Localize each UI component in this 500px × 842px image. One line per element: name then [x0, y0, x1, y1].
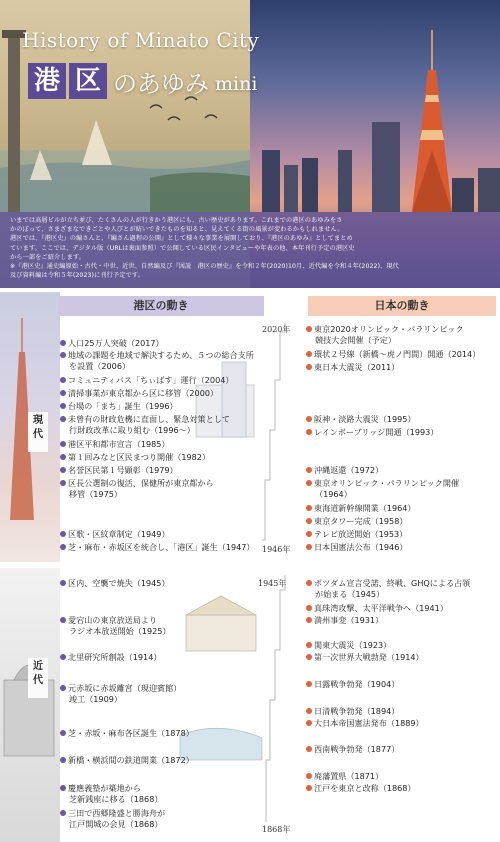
timeline-dot — [60, 785, 66, 791]
japan-event: 東京タワー完成（1958） — [306, 516, 407, 527]
timeline-dot — [306, 505, 312, 511]
timeline-dot — [60, 441, 66, 447]
minato-event: 芝・麻布・赤坂区を統合し、「港区」誕生（1947） — [60, 542, 255, 553]
timeline-dot — [60, 730, 66, 736]
minato-event: 港区平和都市宣言（1985） — [60, 439, 170, 450]
timeline-dot — [306, 785, 312, 791]
japan-event: 日清戦争勃発（1894） — [306, 706, 399, 717]
japan-event: ポツダム宣言受諾、終戦、GHQによる占領 が始まる（1945） — [306, 578, 470, 601]
timeline-dot — [60, 531, 66, 537]
japan-event: 東日本大震災（2011） — [306, 362, 399, 373]
timeline-dot — [306, 531, 312, 537]
minato-event: 未曾有の財政危機に直面し、緊急対策として 行財政改革に取り組む（1996～） — [60, 414, 230, 437]
timeline-dot — [306, 326, 312, 332]
timeline-dot — [60, 544, 66, 550]
japan-event: 環状２号線（新橋～虎ノ門間）開通（2014） — [306, 349, 480, 360]
timeline-dot — [306, 708, 312, 714]
timeline-dot — [306, 544, 312, 550]
minato-event: 区歌・区紋章制定（1949） — [60, 529, 170, 540]
japan-event: 西南戦争勃発（1877） — [306, 744, 399, 755]
intro-line: ※『港区史』通史編原始・古代・中世、近世、自然編及び『図説 港区の歴史』を令和２年(2020)10月、近代編を令和４年(2022)、現代 — [10, 263, 399, 271]
intro-line: 港区では、『港区史』の編さんと、『編さん過程の公開』として様々な事業を展開しており、『港区のあゆみ』としてまとめ — [10, 235, 353, 243]
column-header-minato: 港区の動き — [58, 296, 264, 316]
timeline-dot — [60, 352, 66, 358]
minato-event: 台場の「まち」誕生（1996） — [60, 401, 178, 412]
minato-event: 名誉区民第１号顕彰（1979） — [60, 465, 178, 476]
japan-event: 阪神・淡路大震災（1995） — [306, 414, 416, 425]
japan-event: 満州事変（1931） — [306, 615, 383, 626]
timeline-dot — [60, 654, 66, 660]
timeline-dot — [306, 429, 312, 435]
timeline-dot — [60, 757, 66, 763]
timeline-dot — [60, 480, 66, 486]
japan-event: 東京オリンピック・パラリンピック開催 （1964） — [306, 478, 459, 501]
japan-event: 日本国憲法公布（1946） — [306, 542, 407, 553]
minato-event: 人口25万人突破（2017） — [60, 338, 164, 349]
timeline-dot — [306, 642, 312, 648]
timeline-dot — [306, 773, 312, 779]
intro-line: いまでは高層ビルが立ち並び、たくさんの人が行きかう港区にも、古い歴史があります。これまでの港区のあゆみをさ — [10, 217, 343, 224]
timeline-dot — [306, 364, 312, 370]
intro-line: ています。ここでは、デジタル版（URLは裏面参照）で公開している区民インタビューや年表の他、本年刊行予定の港区史 — [10, 244, 355, 252]
intro-line: 及び資料編は令和５年(2023)に刊行予定です。 — [10, 272, 144, 280]
japan-event: 廃藩置県（1871） — [306, 771, 383, 782]
minato-event: 区長公選制の復活、保健所が東京都から 移管（1975） — [60, 478, 214, 501]
japan-event: 東京2020オリンピック・パラリンピック 競技大会開催（予定） — [306, 324, 463, 347]
minato-event: 地域の課題を地域で解決するため、５つの総合支所 を設置（2006） — [60, 350, 254, 373]
timeline-dot — [306, 681, 312, 687]
timeline-dot — [60, 416, 66, 422]
minato-event: 芝・赤坂・麻布各区誕生（1878） — [60, 728, 194, 739]
minato-event: コミュニティバス「ちぃばす」運行（2004） — [60, 375, 233, 386]
japan-event: 大日本帝国憲法発布（1889） — [306, 718, 424, 729]
intro-line: から一部をご紹介します。 — [10, 253, 85, 261]
timeline-dot — [60, 685, 66, 691]
timeline-dot — [306, 746, 312, 752]
timeline-dot — [60, 340, 66, 346]
year-marker-1868: 1868年 — [262, 825, 291, 834]
timeline-dot — [306, 720, 312, 726]
title-kanji-box: 港 — [28, 63, 66, 99]
timeline-dot — [60, 810, 66, 816]
minato-event: 新橋・横浜間の鉄道開業（1872） — [60, 755, 194, 766]
timeline-dot — [60, 454, 66, 460]
minato-event: 元赤坂に赤坂離宮（現迎賓館） 竣工（1909） — [60, 683, 181, 706]
timeline-dot — [60, 390, 66, 396]
timeline-dot — [60, 377, 66, 383]
column-header-japan: 日本の動き — [308, 296, 496, 316]
timeline-dot — [306, 580, 312, 586]
title-english: History of Minato City — [22, 28, 260, 52]
minato-event: 三田で西郷隆盛と勝海舟が 江戸開城の会見（1868） — [60, 808, 165, 831]
timeline-dot — [306, 605, 312, 611]
japan-event: 第一次世界大戦勃発（1914） — [306, 652, 424, 663]
title-mini: mini — [215, 73, 258, 95]
japan-event: テレビ放送開始（1953） — [306, 529, 407, 540]
japan-event: 江戸を東京と改称（1868） — [306, 783, 416, 794]
japan-event: 東海道新幹線開業（1964） — [306, 503, 416, 514]
minato-event: 慶應義塾が築地から 芝新銭座に移る（1868） — [60, 783, 162, 806]
minato-event: 北里研究所創設（1914） — [60, 652, 161, 663]
timeline-dot — [60, 580, 66, 586]
era-label-modern: 現代 — [33, 415, 43, 440]
minato-event: 区内、空襲で焼失（1945） — [60, 578, 170, 589]
timeline-dot — [306, 467, 312, 473]
timeline-dot — [306, 480, 312, 486]
intro-line: かのぼって、さまざまなできごとや人びとが紡いできたものを知ると、見えてくる街の風景が変わるかもしれません。 — [10, 226, 344, 234]
japan-event: 沖縄返還（1972） — [306, 465, 383, 476]
timeline-dot — [60, 403, 66, 409]
japan-event: 真珠湾攻撃、太平洋戦争へ（1941） — [306, 603, 448, 614]
minato-event: 清掃事業が東京都から区に移管（2000） — [60, 388, 218, 399]
title-kanji-box: 区 — [69, 63, 107, 99]
japan-event: 日露戦争勃発（1904） — [306, 679, 399, 690]
year-marker-1945: 1945年 — [258, 579, 287, 588]
era-label-early-modern: 近代 — [33, 661, 43, 686]
timeline-dot — [60, 467, 66, 473]
timeline-dot — [306, 617, 312, 623]
timeline-dot — [306, 416, 312, 422]
timeline-dot — [306, 518, 312, 524]
japan-event: レインボーブリッジ開通（1993） — [306, 427, 438, 438]
minato-event: 愛宕山の東京放送局より ラジオ本放送開始（1925） — [60, 615, 171, 638]
timeline-dot — [306, 351, 312, 357]
minato-event: 第１回みなと区民まつり開催（1982） — [60, 452, 210, 463]
title-ayumi: のあゆみ — [113, 69, 210, 98]
year-marker-1946: 1946年 — [262, 545, 291, 554]
japan-event: 関東大震災（1923） — [306, 640, 391, 651]
timeline-dot — [306, 654, 312, 660]
year-marker-2020: 2020年 — [262, 325, 291, 334]
timeline-dot — [60, 617, 66, 623]
